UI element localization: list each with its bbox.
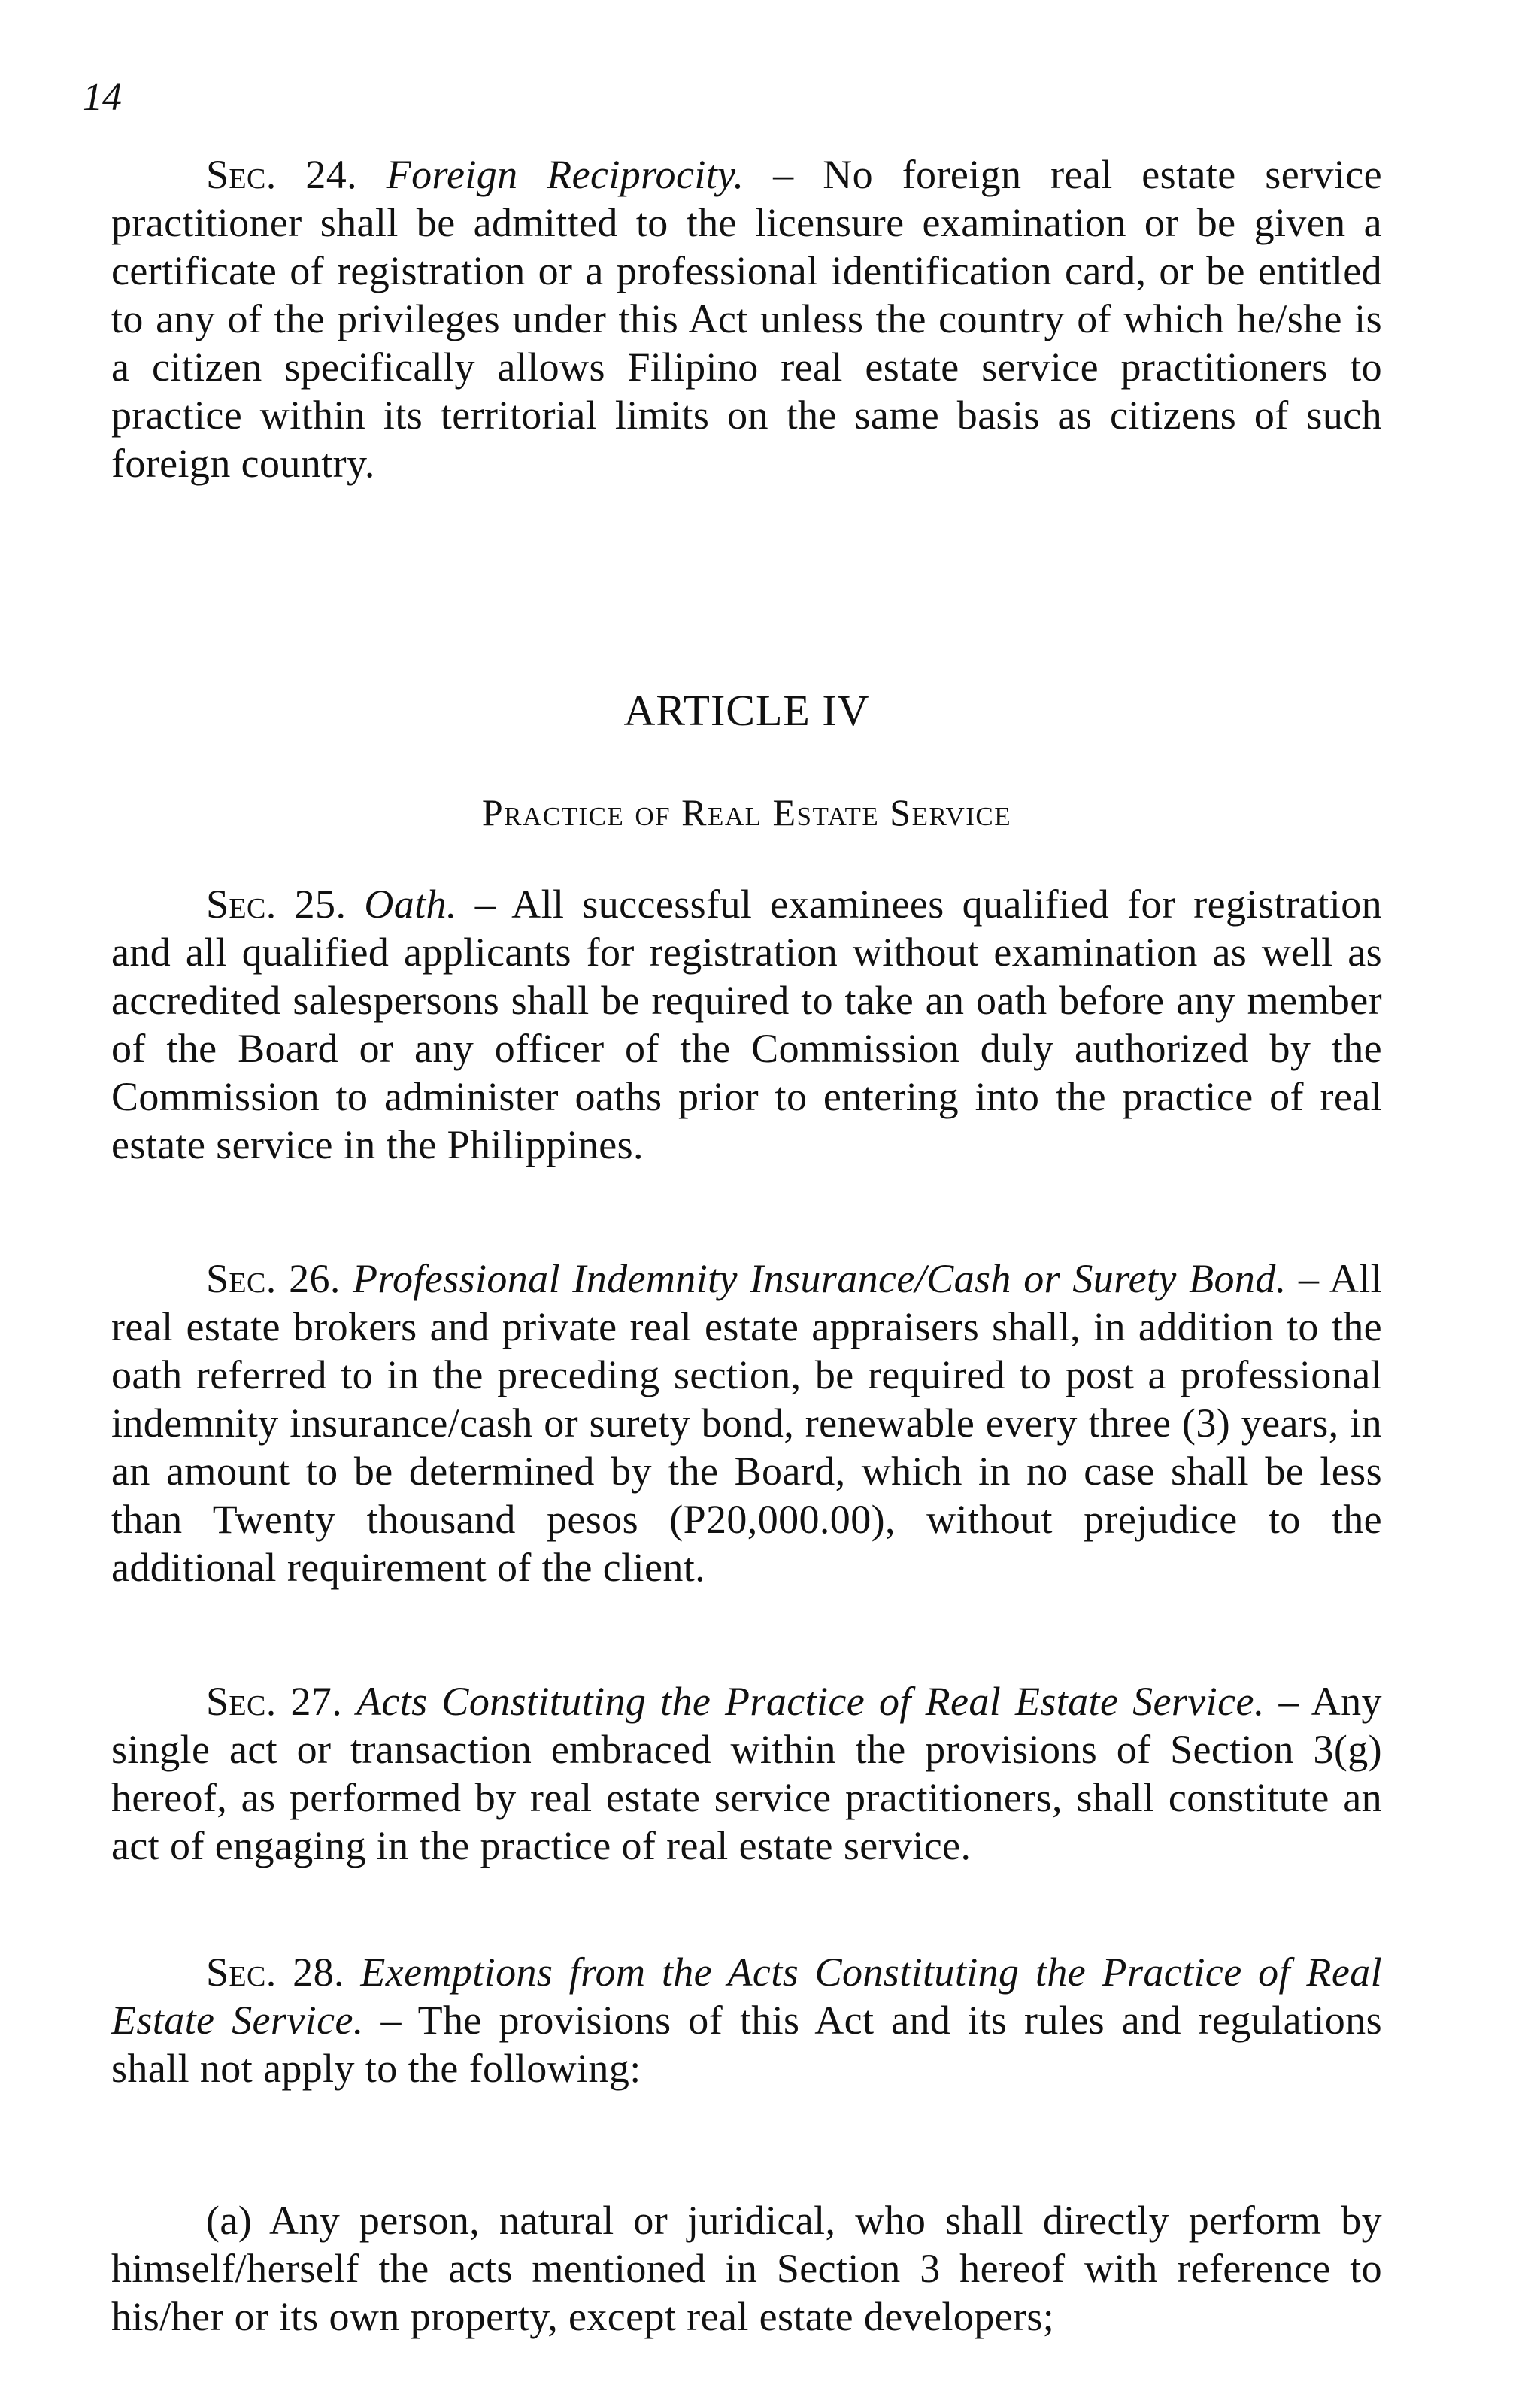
article-title: Practice of Real Estate Service bbox=[481, 791, 1012, 833]
section-28 bbox=[111, 1948, 1382, 2092]
section-28-body: – The provisions of this Act and its rules and regulations shall not apply to the following: bbox=[111, 1998, 1382, 2091]
section-24 bbox=[111, 150, 1382, 487]
article-heading bbox=[111, 686, 1382, 736]
page-number: 14 bbox=[83, 76, 122, 119]
item-a-label: (a) bbox=[206, 2198, 253, 2243]
article-number: ARTICLE IV bbox=[623, 686, 870, 735]
section-25 bbox=[111, 880, 1382, 1169]
section-27-body: – Any single act or transaction embraced within the provisions of Section 3(g) hereof, as performed by real estate service practitioners, shall constitute an act of engaging in the practice of real estate service. bbox=[111, 1679, 1382, 1868]
section-24-paragraph bbox=[111, 150, 1382, 487]
section-25-paragraph bbox=[111, 880, 1382, 1169]
section-26 bbox=[111, 1255, 1382, 1591]
section-24-title: Foreign Reciprocity. bbox=[386, 152, 744, 197]
section-24-label: Sec. 24. bbox=[206, 152, 358, 197]
section-27-label: Sec. 27. bbox=[206, 1679, 343, 1724]
exemption-item-a bbox=[111, 2196, 1382, 2341]
section-26-label: Sec. 26. bbox=[206, 1256, 341, 1301]
section-26-title: Professional Indemnity Insurance/Cash or Surety Bond. bbox=[353, 1256, 1287, 1301]
section-26-body: – All real estate brokers and private real estate appraisers shall, in addition to the oath referred to in the preceding section, be required to post a professional indemnity insurance/cash or surety bond, renewable every three (3) years, in an amount to be determined by the Board, which in no case shall be less than Twenty thousand pesos (P20,000.00), without prejudice to the additional requirement of the client. bbox=[111, 1256, 1383, 1590]
section-24-body: – No foreign real estate service practitioner shall be admitted to the licensure examination or be given a certificate of registration or a professional identification card, or be entitled to any of the privileges under this Act unless the country of which he/she is a citizen specifically allows Filipino real estate service practitioners to practice within its territorial limits on the same basis as citizens of such foreign country. bbox=[111, 152, 1382, 486]
section-25-body: – All successful examinees qualified for registration and all qualified applicants for registration without examination as well as accredited salespersons shall be required to take an oath before any member of the Board or any officer of the Commission duly authorized by the Commission to administer oaths prior to entering into the practice of real estate service in the Philippines. bbox=[111, 881, 1383, 1167]
section-26-paragraph bbox=[111, 1255, 1382, 1591]
section-27 bbox=[111, 1677, 1382, 1870]
section-28-title: Exemptions from the Acts Constituting the Practice of Real Estate Service. bbox=[111, 1950, 1382, 2043]
section-28-paragraph bbox=[111, 1948, 1382, 2092]
article-title-block bbox=[111, 790, 1382, 835]
section-25-label: Sec. 25. bbox=[206, 881, 347, 927]
item-a-body: Any person, natural or juridical, who shall directly perform by himself/herself the acts mentioned in Section 3 hereof with reference to his/her or its own property, except real estate developers; bbox=[111, 2198, 1383, 2339]
section-28-label: Sec. 28. bbox=[206, 1950, 344, 1995]
item-a-paragraph bbox=[111, 2196, 1382, 2341]
section-25-title: Oath. bbox=[364, 881, 457, 927]
section-27-title: Acts Constituting the Practice of Real Estate Service. bbox=[356, 1679, 1265, 1724]
section-27-paragraph bbox=[111, 1677, 1382, 1870]
